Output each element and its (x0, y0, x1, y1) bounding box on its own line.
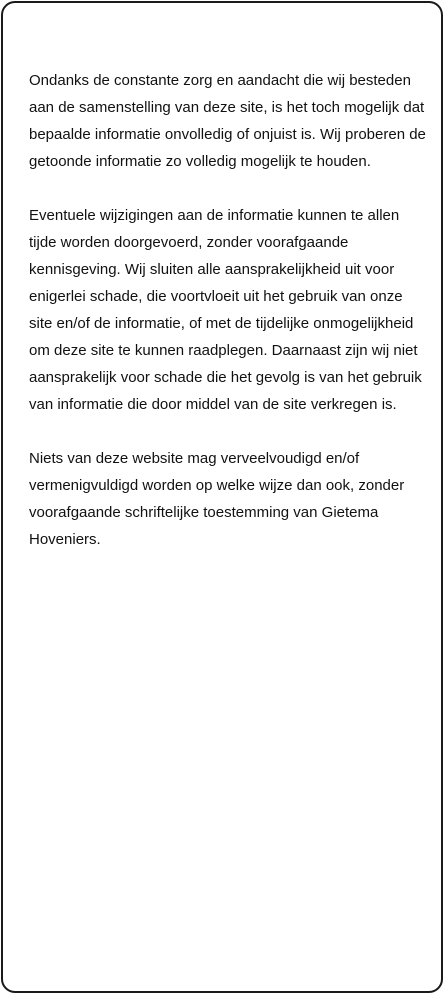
disclaimer-panel (1, 1, 443, 993)
disclaimer-paragraph-3: Niets van deze website mag verveelvoudigd en/of vermenigvuldigd worden op welke wijze dan ook, zonder voorafgaande schriftelijke toestemming van Gietema Hoveniers. (29, 450, 405, 548)
disclaimer-paragraph-2: Eventuele wijzigingen aan de informatie kunnen te allen tijde worden doorgevoerd, zonder voorafgaande kennisgeving. Wij sluiten alle aansprakelijkheid uit voor enigerlei schade, die voortvloeit uit het gebruik van onze site en/of de informatie, of met de tijdelijke onmogelijkheid om deze site te kunnen raadplegen. Daarnaast zijn wij niet aansprakelijk voor schade die het gevolg is van het gebruik van informatie die door middel van de site verkregen is. (29, 207, 422, 413)
disclaimer-paragraph-1: Ondanks de constante zorg en aandacht die wij besteden aan de samenstelling van deze site, is het toch mogelijk dat bepaalde informatie onvolledig of onjuist is. Wij proberen de getoonde informatie zo volledig mogelijk te houden. (29, 72, 426, 170)
disclaimer-text (29, 67, 429, 580)
